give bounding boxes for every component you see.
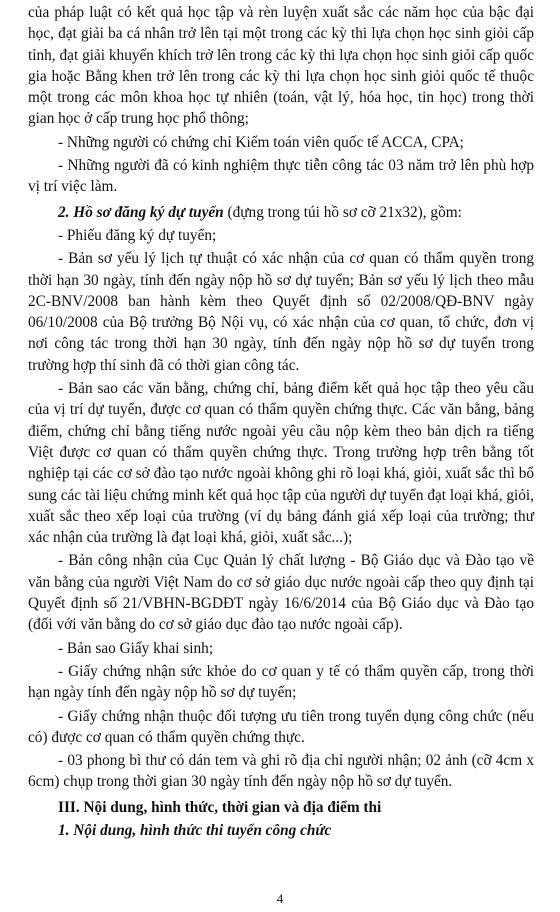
section-2-rest: (đựng trong túi hồ sơ cỡ 21x32), gồm: — [223, 203, 462, 221]
page-number: 4 — [276, 891, 284, 906]
paragraph-continuation: của pháp luật có kết quả học tập và rèn luyện xuất sắc các năm học của bậc đại học, đạt giải ba cá nhân trở lên tại một trong các kỳ thi lựa chọn học sinh giỏi cấp tỉnh, đạt giải khuyến khích trở lên trong các kỳ thi lựa chọn học sinh giỏi cấp quốc gia hoặc Bằng khen trở lên trong các kỳ thi lựa chọn học sinh giỏi quốc tế thuộc một trong các môn khoa học tự nhiên (toán, vật lý, hóa học, tin học) trong thời gian học ở cấp trung học phổ thông; — [28, 4, 534, 128]
section-2-line — [28, 202, 534, 223]
list-item-acca: - Những người có chứng chỉ Kiểm toán viên quốc tế ACCA, CPA; — [58, 133, 464, 151]
list-item-recognition: - Bản công nhận của Cục Quản lý chất lượng - Bộ Giáo dục và Đào tạo về văn bằng của người Việt Nam do cơ sở giáo dục nước ngoài cấp theo quy định tại Quyết định số 21/VBHN-BGDĐT ngày 16/6/2014 của Bộ Giáo dục và Đào tạo (đối với văn bằng do cơ sở giáo dục đào tạo nước ngoài cấp). — [28, 552, 534, 634]
section-3-heading: III. Nội dung, hình thức, thời gian và địa điểm thi — [58, 798, 382, 816]
list-item-health-certificate: - Giấy chứng nhận sức khỏe do cơ quan y tế có thẩm quyền cấp, trong thời hạn ngày tính đến ngày nộp hồ sơ dự tuyển; — [28, 662, 534, 702]
section-3-1-heading: 1. Nội dung, hình thức thi tuyển công chức — [58, 821, 332, 839]
list-item-cv: - Bản sơ yếu lý lịch tự thuật có xác nhận của cơ quan có thẩm quyền trong thời hạn 30 ngày, tính đến ngày nộp hồ sơ dự tuyển; Bản sơ yếu lý lịch theo mẫu 2C-BNV/2008 ban hành kèm theo Quyết định số 02/2008/QĐ-BNV ngày 06/10/2008 của Bộ trưởng Bộ Nội vụ, có xác nhận của cơ quan, tổ chức, đơn vị nơi công tác trong thời hạn 30 ngày, tính đến ngày nộp hồ sơ dự tuyển trong trường hợp thí sinh đã có thời gian công tác. — [28, 250, 534, 374]
list-item-form: - Phiếu đăng ký dự tuyển; — [58, 226, 217, 244]
list-item-diplomas: - Bản sao các văn bằng, chứng chỉ, bảng điểm kết quả học tập theo yêu cầu của vị trí dự tuyển, được cơ quan có thẩm quyền chứng thực. Các văn bằng, bảng điểm, chứng chỉ bằng tiếng nước ngoài yêu cầu nộp kèm theo bản dịch ra tiếng Việt được cơ quan có thẩm quyền chứng thực. Trong trường hợp trên bằng tốt nghiệp tại các cơ sở đào tạo nước ngoài không ghi rõ loại khá, giỏi, xuất sắc thì bổ sung các tài liệu chứng minh kết quả học tập của người dự tuyển đạt loại khá, giỏi, xuất sắc theo xếp loại của trường (ví dụ bảng đánh giá xếp loại của trường; thư xác nhận của trường là đạt loại khá, giỏi, xuất sắc...); — [28, 380, 534, 547]
list-item-envelopes: - 03 phong bì thư có dán tem và ghi rõ địa chỉ người nhận; 02 ảnh (cỡ 4cm x 6cm) chụp trong thời gian 30 ngày tính đến ngày nộp hồ sơ dự tuyển. — [28, 752, 534, 791]
list-item-experience: - Những người đã có kinh nghiệm thực tiễn công tác 03 năm trở lên phù hợp vị trí việc làm. — [28, 157, 534, 196]
section-2-heading: 2. Hồ sơ đăng ký dự tuyển — [58, 203, 224, 221]
list-item-priority: - Giấy chứng nhận thuộc đối tượng ưu tiên trong tuyển dụng công chức (nếu có) được cơ quan có thẩm quyền chứng thực. — [28, 707, 534, 746]
list-item-birth-certificate: - Bản sao Giấy khai sinh; — [58, 639, 214, 657]
